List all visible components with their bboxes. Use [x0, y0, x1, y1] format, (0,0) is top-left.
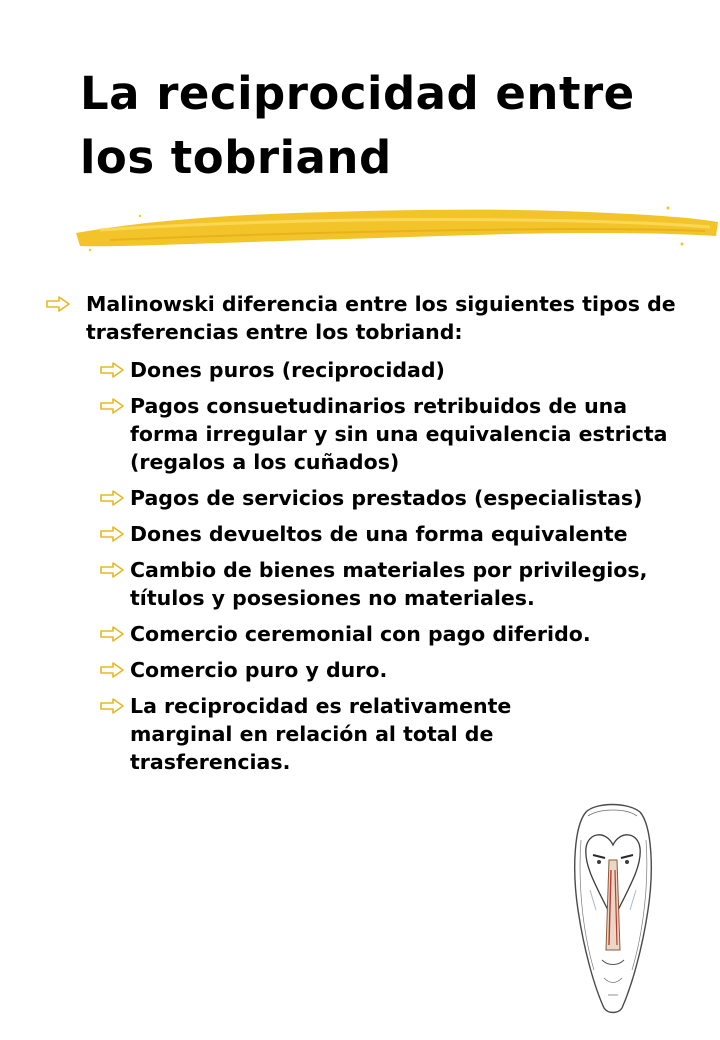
bullet-text: Dones devueltos de una forma equivalente: [130, 522, 628, 546]
arrow-bullet-icon: [100, 662, 124, 678]
bullet-text: Dones puros (reciprocidad): [130, 358, 445, 382]
list-item: [86, 620, 686, 648]
slide-title: [80, 62, 700, 190]
arrow-bullet-icon: [100, 562, 124, 578]
arrow-bullet-icon: [46, 296, 70, 312]
title-line: los tobriand: [80, 131, 392, 184]
list-item: [86, 520, 686, 548]
bullet-text: Malinowski diferencia entre los siguientes tipos de trasferencias entre los tobriand:: [86, 292, 676, 344]
bullet-text: Comercio puro y duro.: [130, 658, 388, 682]
list-item: [86, 556, 686, 612]
list-item: [86, 656, 686, 684]
list-item: [46, 290, 686, 346]
yellow-brush-stroke: [70, 200, 720, 255]
list-item: [86, 484, 686, 512]
arrow-bullet-icon: [100, 362, 124, 378]
list-item: [86, 392, 686, 476]
arrow-bullet-icon: [100, 490, 124, 506]
list-item: [86, 692, 580, 776]
arrow-bullet-icon: [100, 698, 124, 714]
bullet-text: La reciprocidad es relativamente marginal en relación al total de trasferencias.: [130, 694, 512, 774]
arrow-bullet-icon: [100, 526, 124, 542]
title-line: La reciprocidad entre: [80, 67, 635, 120]
arrow-bullet-icon: [100, 398, 124, 414]
bullet-text: Pagos consuetudinarios retribuidos de una forma irregular y sin una equivalencia estricta (regalos a los cuñados): [130, 394, 668, 474]
bullet-text: Cambio de bienes materiales por privilegios, títulos y posesiones no materiales.: [130, 558, 648, 610]
bullet-list: [46, 290, 686, 776]
bullet-text: Comercio ceremonial con pago diferido.: [130, 622, 591, 646]
list-item: [86, 356, 686, 384]
bullet-text: Pagos de servicios prestados (especialistas): [130, 486, 643, 510]
arrow-bullet-icon: [100, 626, 124, 642]
tribal-mask-icon: [566, 800, 661, 1015]
